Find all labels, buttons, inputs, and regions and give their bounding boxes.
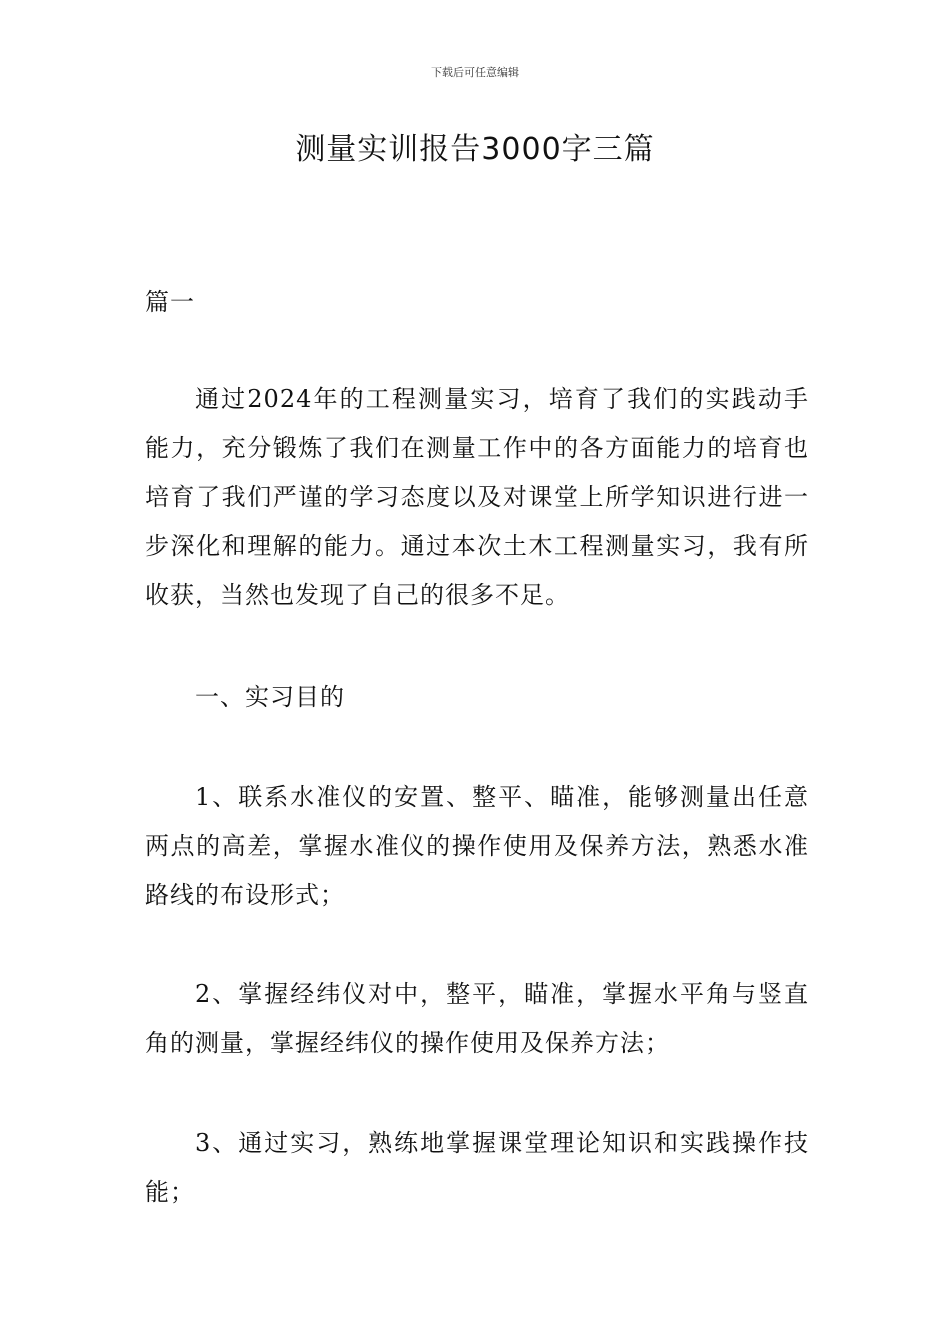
document-title: 测量实训报告3000字三篇 bbox=[295, 132, 655, 167]
list-item: 2、掌握经纬仪对中，整平，瞄准，掌握水平角与竖直角的测量，掌握经纬仪的操作使用及保养方法； bbox=[145, 980, 809, 1057]
page-header-note: 下载后可任意编辑 bbox=[431, 66, 519, 79]
section-label: 篇一 bbox=[145, 288, 195, 316]
section-heading-purpose: 一、实习目的 bbox=[195, 683, 345, 711]
intro-paragraph: 通过2024年的工程测量实习，培育了我们的实践动手能力，充分锻炼了我们在测量工作中的各方面能力的培育也培育了我们严谨的学习态度以及对课堂上所学知识进行进一步深化和理解的能力。通过本次土木工程测量实习，我有所收获，当然也发现了自己的很多不足。 bbox=[145, 385, 809, 609]
list-item: 1、联系水准仪的安置、整平、瞄准，能够测量出任意两点的高差，掌握水准仪的操作使用及保养方法，熟悉水准路线的布设形式； bbox=[145, 783, 809, 909]
list-item: 3、通过实习，熟练地掌握课堂理论知识和实践操作技能； bbox=[145, 1129, 809, 1206]
